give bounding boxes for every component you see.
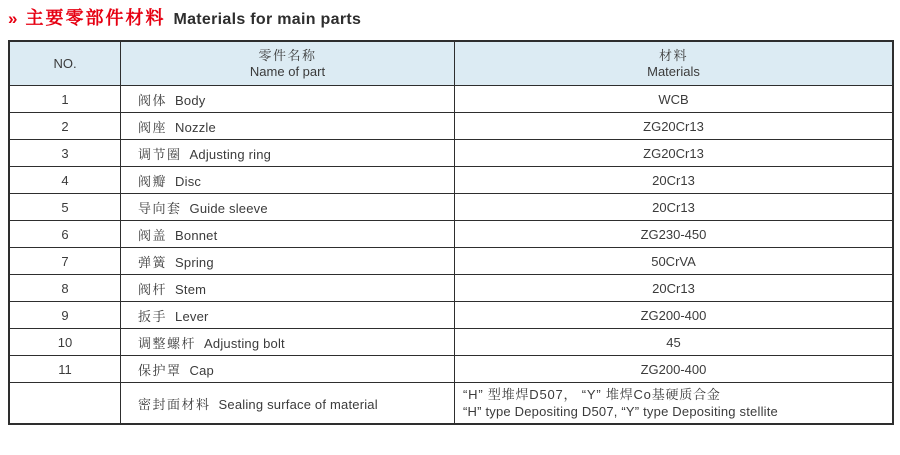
header-name-en: Name of part	[249, 63, 326, 79]
part-name	[121, 275, 455, 302]
part-name-en: Lever	[175, 308, 209, 324]
table-row	[9, 221, 893, 248]
table-row	[9, 356, 893, 383]
table-header-row	[9, 41, 893, 86]
part-material	[455, 383, 894, 425]
header-name-cn: 零件名称	[258, 47, 317, 63]
part-number: 9	[9, 302, 121, 329]
part-name-en: Cap	[189, 362, 214, 378]
part-name-en: Adjusting ring	[189, 146, 272, 162]
header-materials	[455, 41, 894, 86]
table-row	[9, 194, 893, 221]
header-materials-cn: 材料	[658, 47, 688, 63]
part-name-cn: 阀杆	[138, 281, 168, 297]
part-name-en: Bonnet	[175, 227, 218, 243]
part-name-cn: 阀盖	[138, 227, 168, 243]
part-name	[121, 383, 455, 425]
part-number: 5	[9, 194, 121, 221]
table-row	[9, 275, 893, 302]
part-name	[121, 329, 455, 356]
part-name	[121, 194, 455, 221]
part-material: 20Cr13	[455, 275, 894, 302]
part-name-cn: 保护罩	[138, 362, 182, 378]
materials-table	[8, 40, 894, 425]
part-name-en: Nozzle	[175, 119, 216, 135]
part-name-en: Stem	[175, 281, 207, 297]
part-number: 4	[9, 167, 121, 194]
part-name-cn: 阀座	[138, 119, 168, 135]
part-material: 50CrVA	[455, 248, 894, 275]
part-name-en: Guide sleeve	[189, 200, 268, 216]
part-name-cn: 调节圈	[138, 146, 182, 162]
part-material: WCB	[455, 86, 894, 113]
part-number	[9, 383, 121, 425]
table-row	[9, 86, 893, 113]
material-line-cn: “H” 型堆焊D507， “Y” 堆焊Co基硬质合金	[463, 387, 721, 402]
part-number: 7	[9, 248, 121, 275]
part-name-en: Spring	[175, 254, 214, 270]
part-material: 20Cr13	[455, 167, 894, 194]
part-name	[121, 302, 455, 329]
section-title-chinese: 主要零部件材料	[25, 8, 166, 28]
part-material: ZG20Cr13	[455, 140, 894, 167]
table-row	[9, 329, 893, 356]
header-no: NO.	[9, 41, 121, 86]
part-material: ZG230-450	[455, 221, 894, 248]
part-name-cn: 导向套	[138, 200, 182, 216]
section-title-english: Materials for main parts	[173, 11, 362, 28]
part-material: ZG200-400	[455, 302, 894, 329]
part-name-en: Disc	[175, 173, 202, 189]
part-material: 45	[455, 329, 894, 356]
part-name-cn: 扳手	[138, 308, 168, 324]
header-materials-en: Materials	[647, 63, 700, 79]
part-name	[121, 248, 455, 275]
part-material: 20Cr13	[455, 194, 894, 221]
part-name-en: Adjusting bolt	[204, 335, 285, 351]
part-name-cn: 密封面材料	[138, 396, 211, 412]
part-number: 11	[9, 356, 121, 383]
part-name	[121, 167, 455, 194]
part-name-cn: 阀体	[138, 92, 168, 108]
part-name-cn: 阀瓣	[138, 173, 168, 189]
part-number: 1	[9, 86, 121, 113]
section-title	[8, 4, 361, 30]
part-name	[121, 140, 455, 167]
part-name	[121, 356, 455, 383]
part-name-en: Body	[175, 92, 206, 108]
part-number: 8	[9, 275, 121, 302]
table-row	[9, 302, 893, 329]
part-number: 6	[9, 221, 121, 248]
table-row	[9, 113, 893, 140]
part-name	[121, 221, 455, 248]
part-name	[121, 86, 455, 113]
part-name-cn: 调整螺杆	[138, 335, 197, 351]
table-row-sealing-surface	[9, 383, 893, 425]
part-number: 2	[9, 113, 121, 140]
part-material: ZG200-400	[455, 356, 894, 383]
table-row	[9, 167, 893, 194]
part-number: 10	[9, 329, 121, 356]
header-name-of-part	[121, 41, 455, 86]
table-row	[9, 248, 893, 275]
double-chevron-icon: »	[8, 9, 18, 28]
part-name-cn: 弹簧	[138, 254, 168, 270]
material-line-en: “H” type Depositing D507, “Y” type Depositing stellite	[463, 404, 778, 419]
part-name	[121, 113, 455, 140]
table-row	[9, 140, 893, 167]
part-number: 3	[9, 140, 121, 167]
part-name-en: Sealing surface of material	[218, 396, 378, 412]
part-material: ZG20Cr13	[455, 113, 894, 140]
